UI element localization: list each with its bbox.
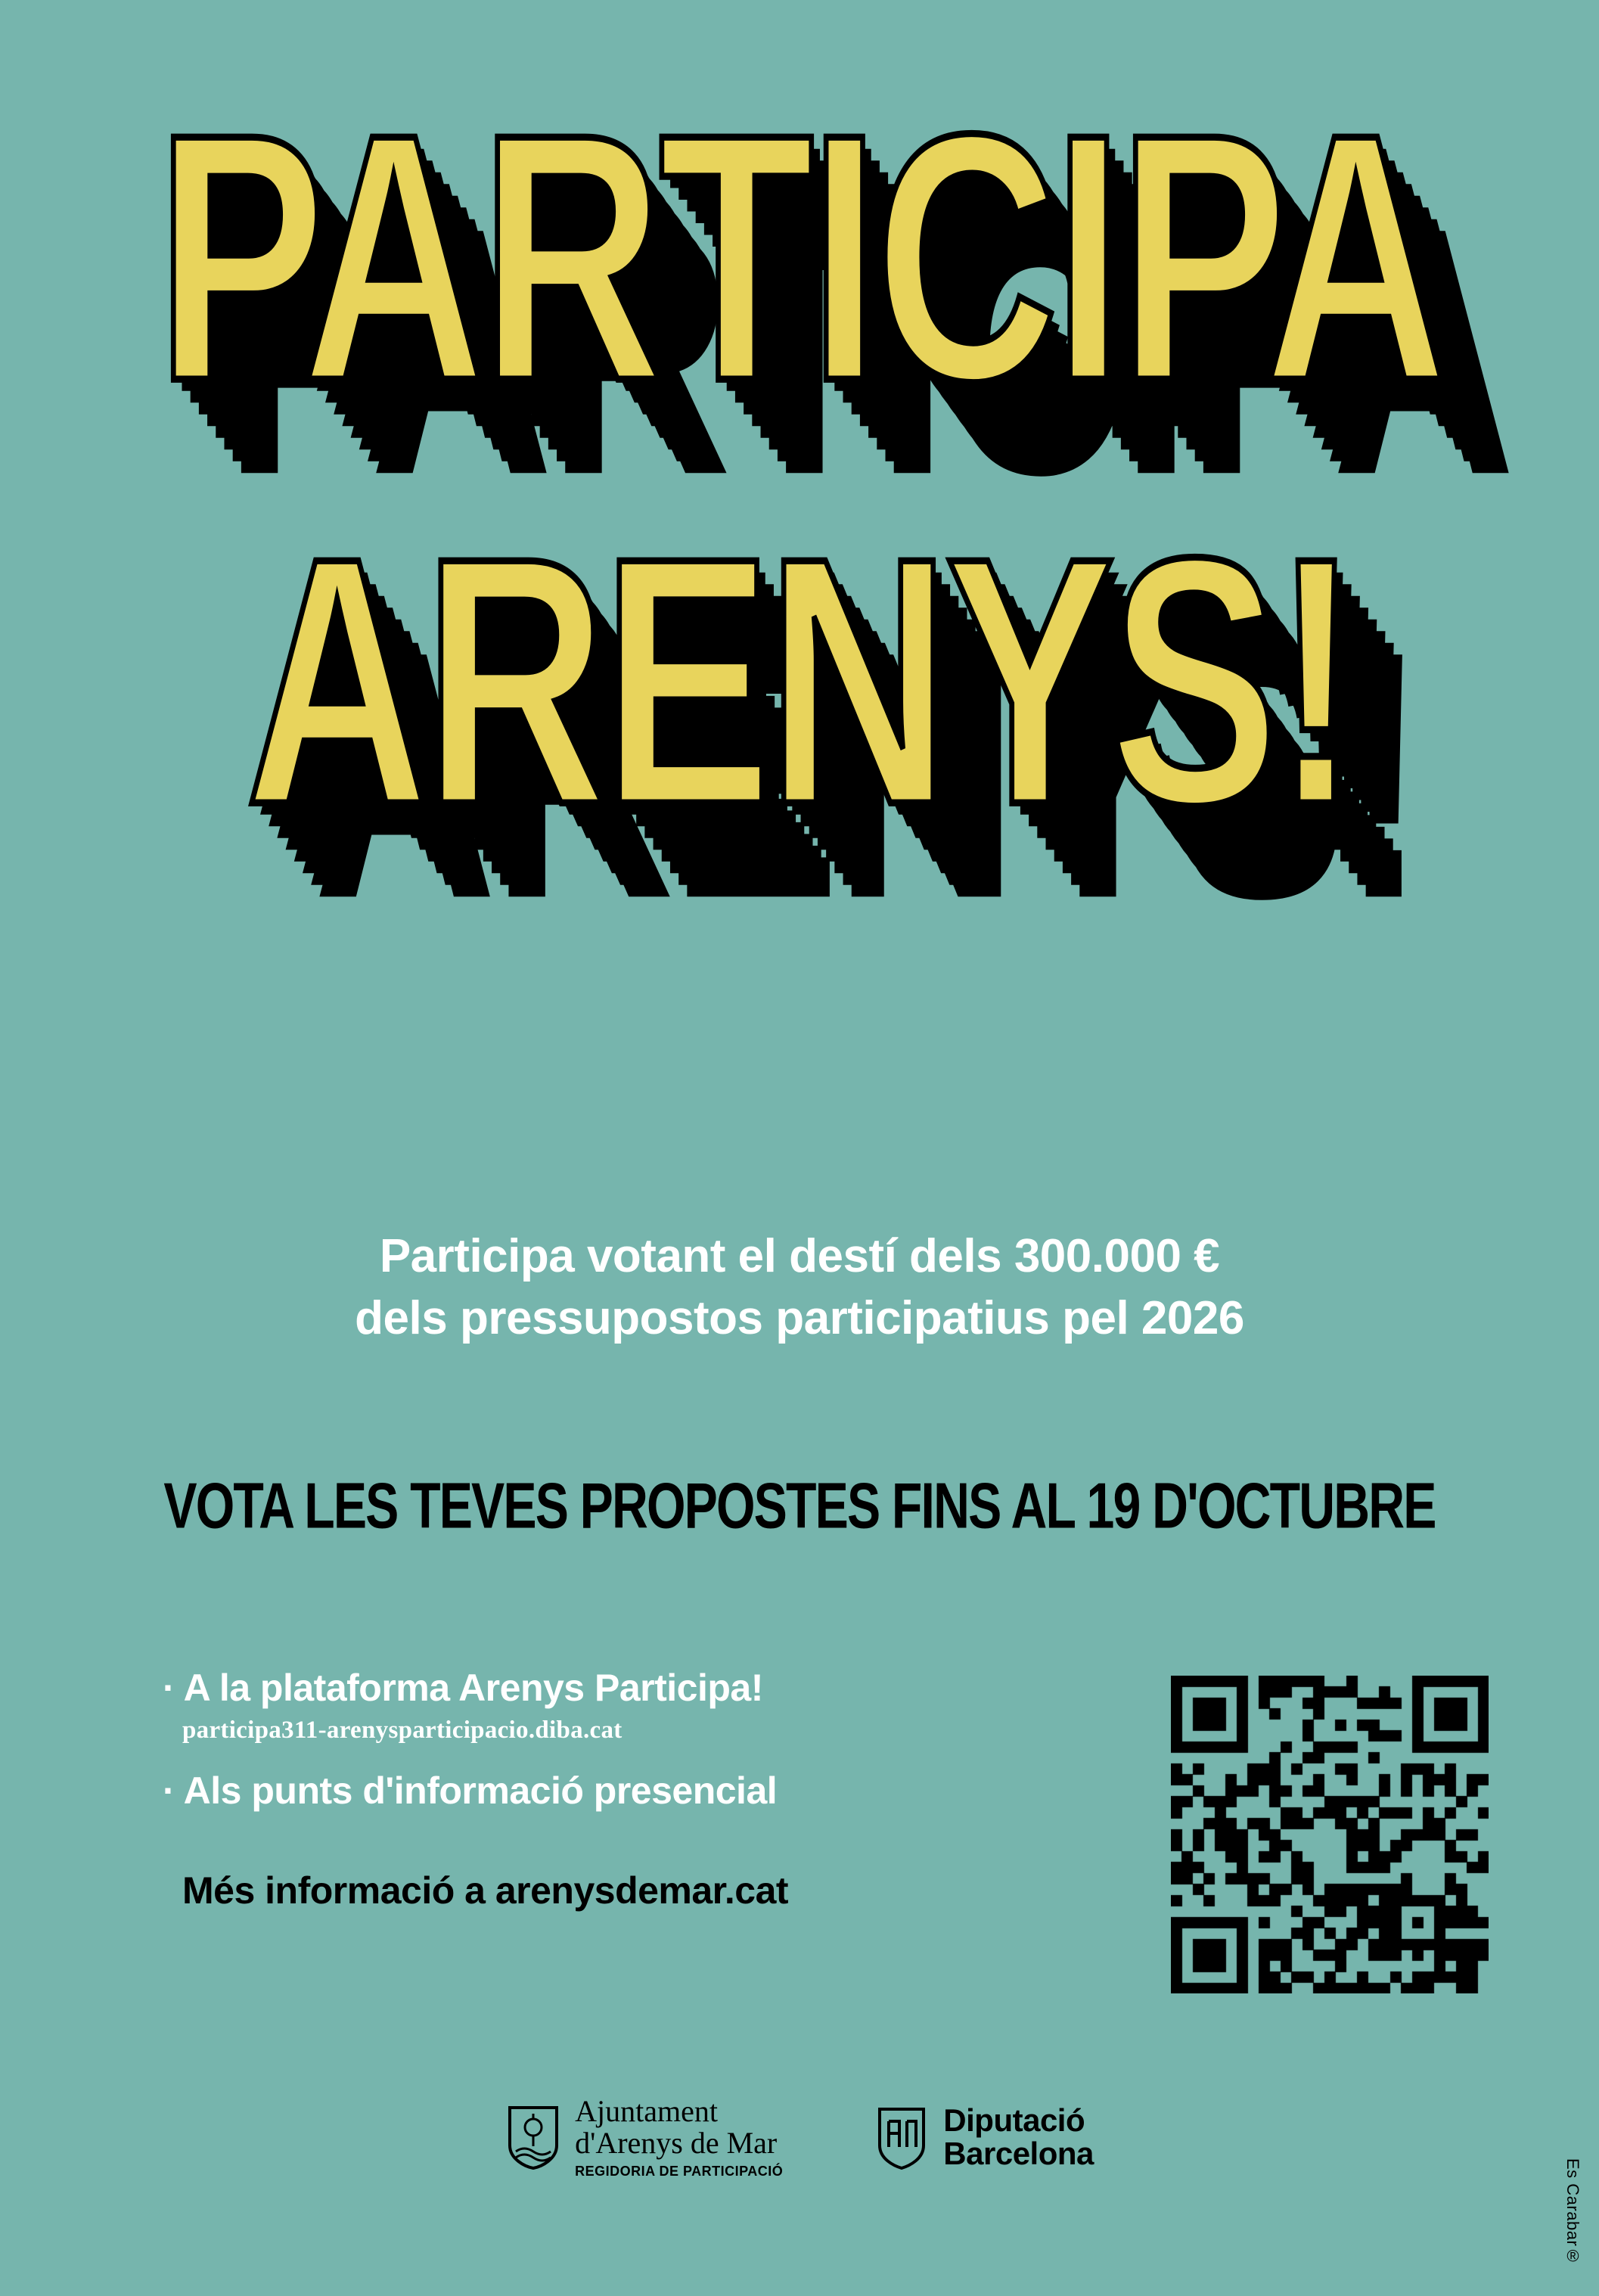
logo-ajuntament-line3: REGIDORIA DE PARTICIPACIÓ	[575, 2164, 784, 2179]
subtitle-line-1: Participa votant el destí dels 300.000 €	[379, 1230, 1220, 1282]
logo-diputacio-text	[943, 2104, 1094, 2170]
info-item-presencial: · Als punts d'informació presencial	[163, 1769, 778, 1812]
credit-text: Es Carabar®	[1563, 2158, 1582, 2266]
more-info-text: Més informació a arenysdemar.cat	[182, 1869, 789, 1912]
arenys-crest-icon	[505, 2105, 561, 2170]
logo-ajuntament-text	[575, 2096, 783, 2179]
headline-line-2: ARENYS!	[245, 483, 1354, 878]
diputacio-crest-icon	[874, 2105, 930, 2170]
logo-diputacio-line2: Barcelona	[943, 2135, 1094, 2171]
logos-row	[0, 2096, 1599, 2179]
logo-ajuntament-line2: d'Arenys de Mar	[575, 2126, 778, 2160]
logo-diputacio-line1: Diputació	[943, 2102, 1085, 2138]
info-block	[163, 1664, 1108, 1912]
subtitle	[0, 1226, 1599, 1350]
platform-url[interactable]: participa311-arenysparticipacio.diba.cat	[182, 1716, 623, 1744]
deadline-text: VOTA LES TEVES PROPOSTES FINS AL 19 D'OCTUBRE	[163, 1470, 1436, 1543]
qr-code[interactable]	[1171, 1676, 1489, 1993]
logo-ajuntament-arenys	[505, 2096, 783, 2179]
headline-block	[0, 60, 1599, 1188]
logo-ajuntament-line1: Ajuntament	[575, 2094, 718, 2128]
logo-diputacio-barcelona	[874, 2104, 1094, 2170]
info-item-platform: · A la plataforma Arenys Participa!	[163, 1667, 763, 1709]
headline-line-1: PARTICIPA	[156, 60, 1443, 455]
subtitle-line-2: dels pressupostos participatius pel 2026	[355, 1291, 1244, 1344]
